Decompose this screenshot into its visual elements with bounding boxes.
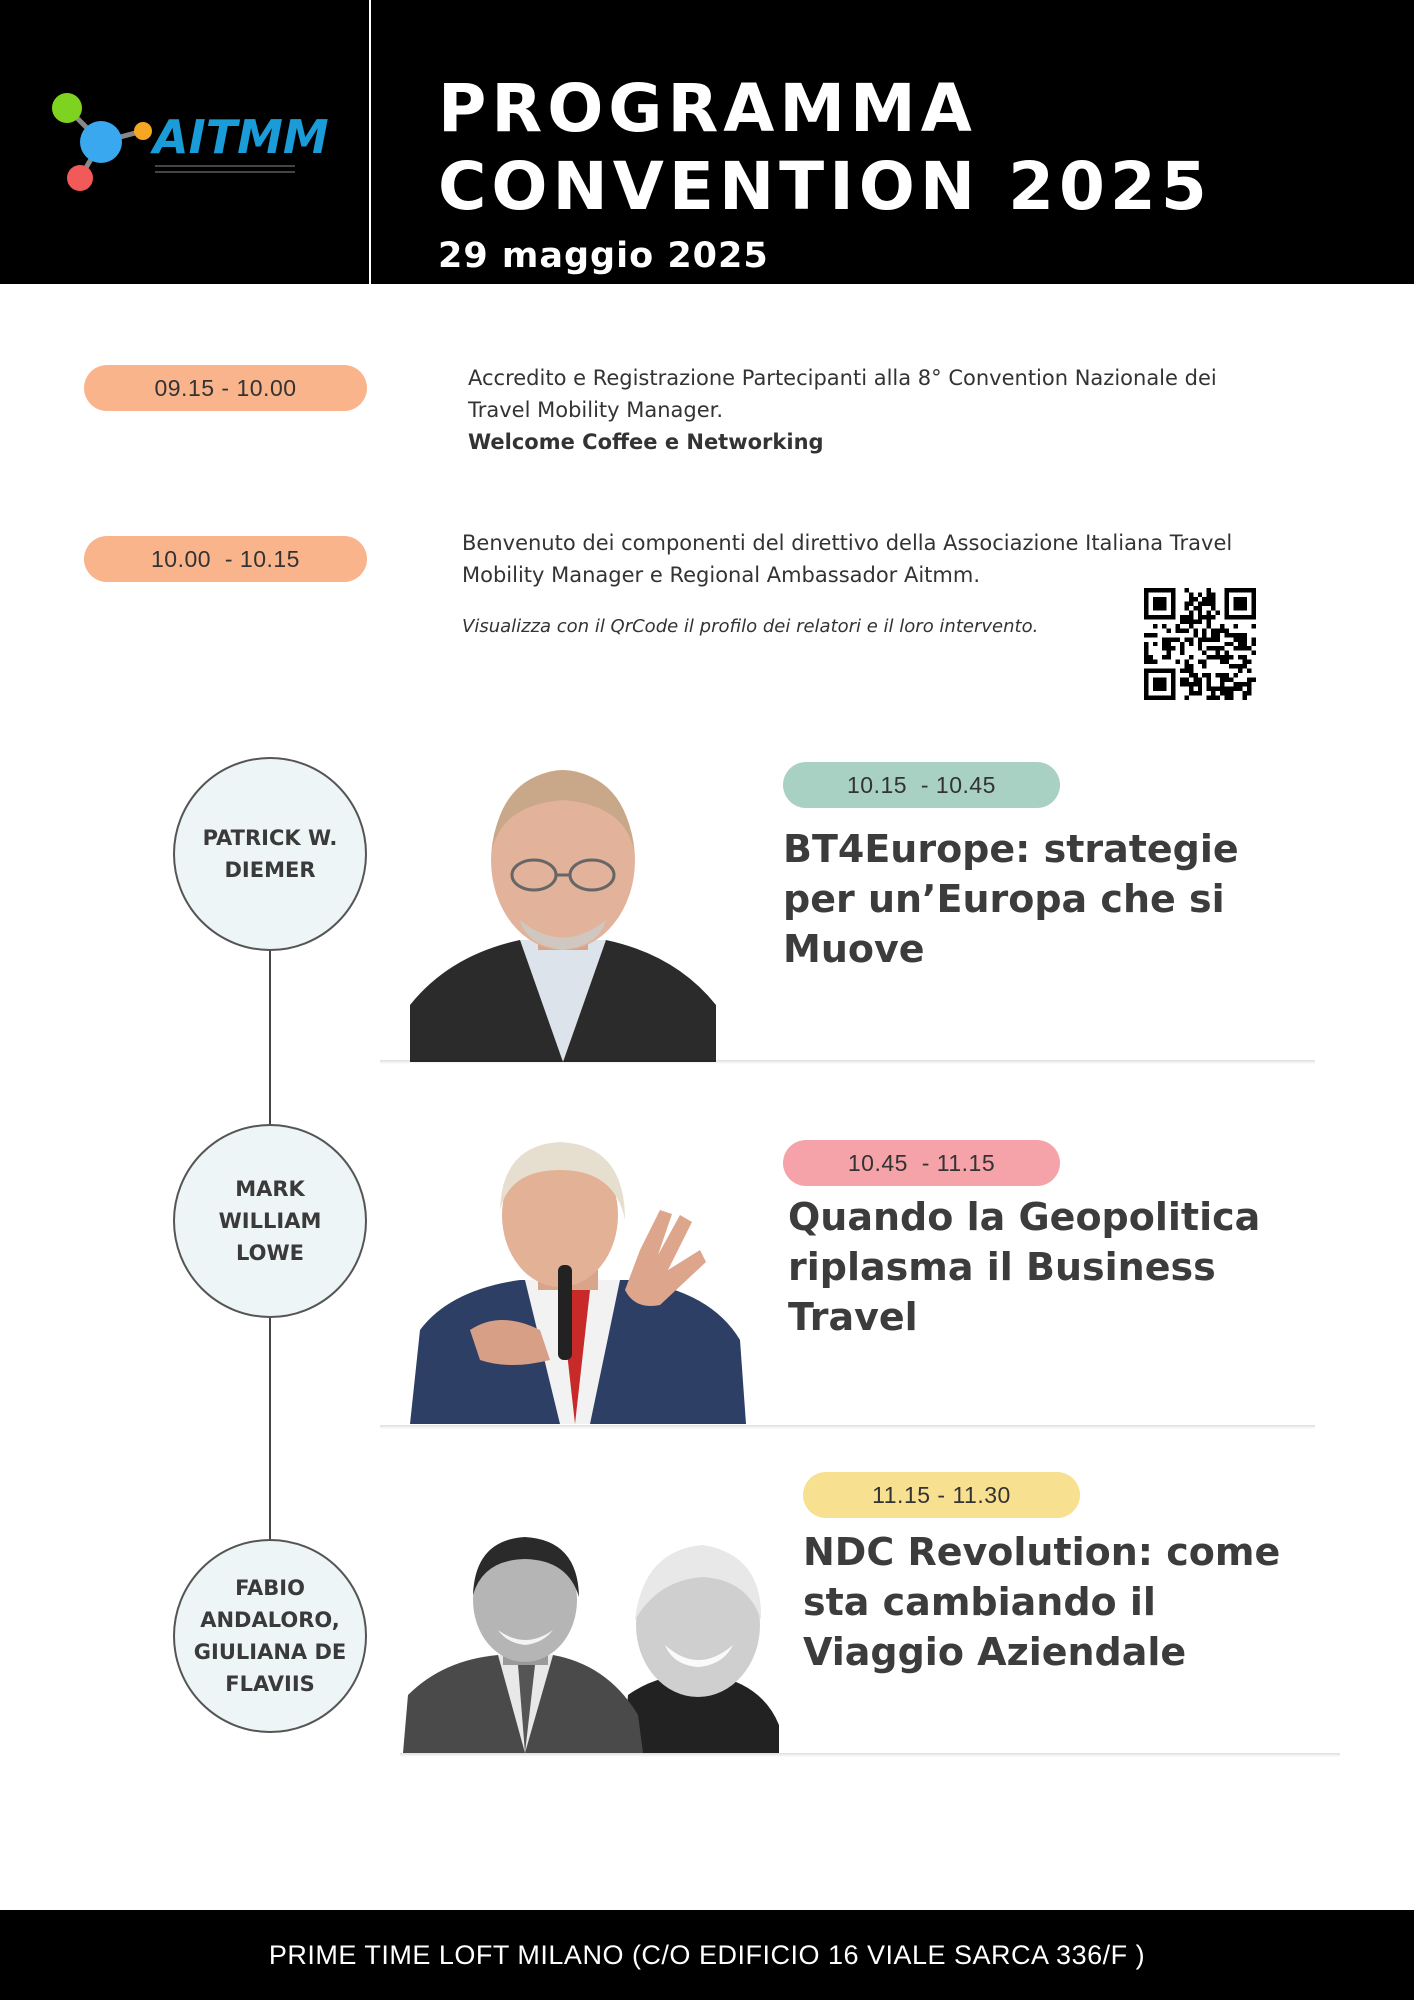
qr-code-icon[interactable] <box>1144 588 1256 700</box>
time-pill-session-3: 11.15 - 11.30 <box>803 1472 1080 1518</box>
session-title-line: NDC Revolution: come <box>803 1530 1281 1574</box>
session-title-line: BT4Europe: strategie <box>783 827 1239 871</box>
page-title-line-1: PROGRAMMA <box>438 70 977 147</box>
agenda-text-bold: Welcome Coffee e Networking <box>468 430 824 454</box>
header-divider <box>369 0 371 284</box>
speaker-circle-lowe <box>173 1124 367 1318</box>
time-pill-session-2: 10.45 - 11.15 <box>783 1140 1060 1186</box>
speaker-name-line: ANDALORO, <box>200 1608 340 1632</box>
session-title-2 <box>788 1192 1260 1342</box>
speaker-circle-diemer <box>173 757 367 951</box>
card-divider <box>400 1753 1340 1757</box>
time-pill-welcome: 10.00 - 10.15 <box>84 536 367 582</box>
time-pill-registration: 09.15 - 10.00 <box>84 365 367 411</box>
speaker-name-line: PATRICK W. <box>202 826 338 850</box>
speaker-photo-andaloro-deflaviis <box>403 1525 779 1753</box>
card-divider <box>380 1060 1315 1064</box>
session-title-line: Muove <box>783 927 925 971</box>
aitmm-logo <box>45 85 329 200</box>
svg-text:AITMM: AITMM <box>153 110 329 164</box>
qrcode-hint: Visualizza con il QrCode il profilo dei relatori e il loro intervento. <box>462 616 1039 637</box>
session-title-line: Viaggio Aziendale <box>803 1630 1187 1674</box>
speaker-name-line: LOWE <box>236 1241 304 1265</box>
speaker-photo-lowe <box>410 1130 746 1424</box>
session-title-line: sta cambiando il <box>803 1580 1156 1624</box>
time-pill-session-1: 10.15 - 10.45 <box>783 762 1060 808</box>
page-title-line-2: CONVENTION 2025 <box>438 148 1212 225</box>
header-banner <box>0 0 1414 284</box>
venue-address: PRIME TIME LOFT MILANO (C/O EDIFICIO 16 VIALE SARCA 336/F ) <box>268 1939 1146 1970</box>
title-block <box>438 70 1212 276</box>
agenda-text-line: Mobility Manager e Regional Ambassador Aitmm. <box>462 563 981 587</box>
session-title-line: per un’Europa che si <box>783 877 1225 921</box>
agenda-text-line: Accredito e Registrazione Partecipanti alla 8° Convention Nazionale dei <box>468 366 1217 390</box>
speaker-name-line: DIEMER <box>224 858 316 882</box>
agenda-text-line: Travel Mobility Manager. <box>468 398 724 422</box>
session-title-line: riplasma il Business <box>788 1245 1216 1289</box>
event-date: 29 maggio 2025 <box>438 236 769 276</box>
session-title-line: Quando la Geopolitica <box>788 1195 1261 1239</box>
session-title-3 <box>803 1527 1280 1677</box>
speaker-name-line: FLAVIIS <box>225 1672 315 1696</box>
footer-bar <box>0 1910 1414 2000</box>
speaker-name-line: MARK WILLIAM <box>218 1177 322 1233</box>
agenda-text-line: Benvenuto dei componenti del direttivo della Associazione Italiana Travel <box>462 531 1233 555</box>
agenda-item-registration <box>468 362 1348 458</box>
card-divider <box>380 1425 1315 1429</box>
session-title-line: Travel <box>788 1295 918 1339</box>
speaker-name-line: FABIO <box>235 1576 305 1600</box>
speaker-photo-diemer <box>410 755 716 1062</box>
speaker-circle-andaloro-deflaviis <box>173 1539 367 1733</box>
speaker-name-line: GIULIANA DE <box>193 1640 347 1664</box>
session-title-1 <box>783 824 1239 974</box>
